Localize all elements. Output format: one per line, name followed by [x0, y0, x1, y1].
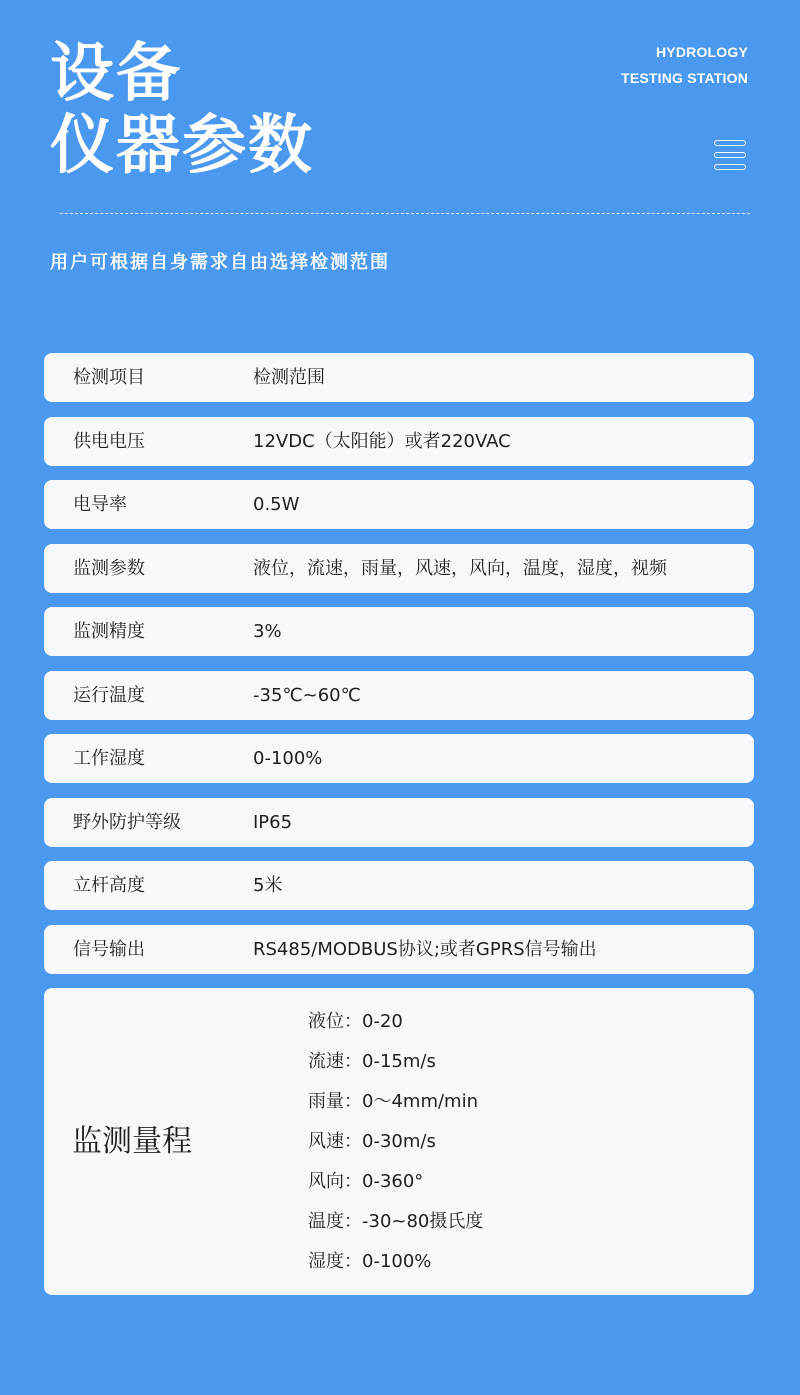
param-label: 信号输出 — [73, 939, 145, 960]
param-value: -35℃~60℃ — [253, 685, 361, 706]
param-label: 立杆高度 — [73, 875, 145, 896]
param-row-working-humidity — [44, 734, 754, 783]
list-item: 温度：-30~80摄氏度 — [308, 1211, 484, 1232]
list-item: 雨量：0～4mm/min — [308, 1091, 478, 1112]
param-row-conductivity — [44, 480, 754, 529]
param-value: 0.5W — [253, 494, 300, 515]
param-label: 监测精度 — [73, 621, 145, 642]
param-label: 监测参数 — [73, 558, 145, 579]
param-value: IP65 — [253, 812, 293, 833]
english-title-line-2: TESTING STATION — [621, 70, 748, 86]
param-label: 野外防护等级 — [73, 812, 181, 833]
param-row-signal-output — [44, 925, 754, 974]
param-value: 3% — [253, 621, 282, 642]
dashed-divider — [60, 213, 750, 214]
param-value: 5米 — [253, 875, 283, 896]
list-item: 风速：0-30m/s — [308, 1131, 436, 1152]
measurement-range-title: 监测量程 — [72, 1124, 192, 1159]
menu-line — [714, 164, 746, 170]
list-item: 风向：0-360° — [308, 1171, 424, 1192]
menu-lines-icon — [714, 140, 748, 174]
param-row-monitoring-accuracy — [44, 607, 754, 656]
param-header-row — [44, 353, 754, 402]
measurement-range-list — [308, 1002, 483, 1282]
param-value: 液位，流速，雨量，风速，风向，温度，湿度，视频 — [253, 558, 667, 579]
list-item: 液位：0-20 — [308, 1011, 403, 1032]
param-row-protection-level — [44, 798, 754, 847]
list-item: 湿度：0-100% — [308, 1251, 432, 1272]
measurement-range-card — [44, 988, 754, 1295]
param-label: 电导率 — [73, 494, 127, 515]
param-value: 12VDC（太阳能）或者220VAC — [253, 431, 511, 452]
param-label: 运行温度 — [73, 685, 145, 706]
param-row-power-voltage — [44, 417, 754, 466]
param-value: 0-100% — [253, 748, 323, 769]
english-title-line-1: HYDROLOGY — [655, 44, 748, 60]
param-row-monitoring-parameters — [44, 544, 754, 593]
param-header-label: 检测项目 — [73, 367, 145, 388]
param-value: RS485/MODBUS协议;或者GPRS信号输出 — [253, 939, 597, 960]
param-row-operating-temperature — [44, 671, 754, 720]
param-row-pole-height — [44, 861, 754, 910]
param-header-value: 检测范围 — [253, 367, 325, 388]
page-title-line-2: 仪器参数 — [50, 109, 314, 183]
page-subtitle: 用户可根据自身需求自由选择检测范围 — [50, 252, 390, 273]
param-label: 供电电压 — [73, 431, 145, 452]
list-item: 流速：0-15m/s — [308, 1051, 436, 1072]
menu-line — [714, 140, 746, 146]
menu-line — [714, 152, 746, 158]
page-title-line-1: 设备 — [50, 37, 182, 111]
param-label: 工作湿度 — [73, 748, 145, 769]
